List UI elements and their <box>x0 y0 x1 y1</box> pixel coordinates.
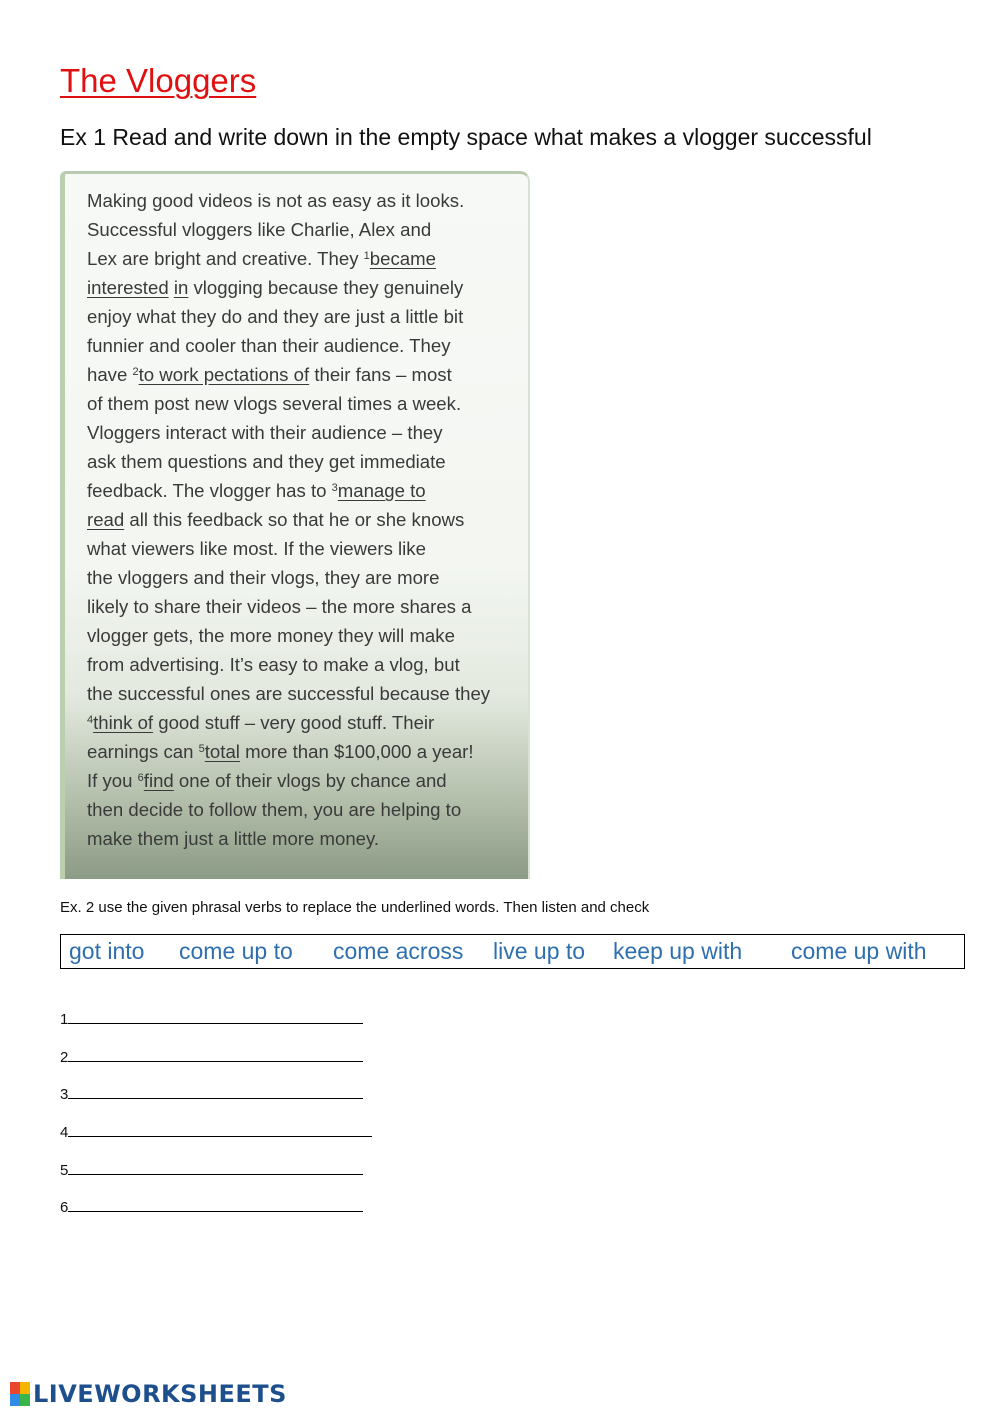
reading-line <box>87 563 527 592</box>
reading-line <box>87 244 527 273</box>
reading-text: good stuff – very good stuff. Their <box>153 712 435 733</box>
reading-text: vlogger gets, the more money they will make <box>87 625 455 646</box>
reading-text: then decide to follow them, you are helping to <box>87 799 462 820</box>
answer-blank[interactable] <box>68 1047 363 1062</box>
reading-text: ask them questions and they get immediate <box>87 451 446 472</box>
answer-number: 4 <box>60 1124 69 1141</box>
underlined-phrase: in <box>173 277 189 298</box>
item-number: 5 <box>198 743 205 755</box>
reading-line <box>87 447 527 476</box>
reading-line <box>87 534 527 563</box>
reading-text: of them post new vlogs several times a week. <box>87 393 462 414</box>
underlined-phrase: total <box>204 741 240 762</box>
answer-number: 2 <box>60 1049 69 1066</box>
reading-line <box>87 505 527 534</box>
reading-line <box>87 708 527 737</box>
answer-number: 6 <box>60 1199 69 1216</box>
reading-text: the vloggers and their vlogs, they are more <box>87 567 440 588</box>
reading-line <box>87 418 527 447</box>
liveworksheets-brand <box>10 1380 287 1408</box>
underlined-phrase: think of <box>93 712 154 733</box>
answer-line-6[interactable] <box>60 1197 363 1216</box>
item-number: 6 <box>137 772 144 784</box>
exercise-2-instruction: Ex. 2 use the given phrasal verbs to replace the underlined words. Then listen and check <box>60 899 650 916</box>
phrasal-verb-5: keep up with <box>613 938 743 964</box>
reading-text: what viewers like most. If the viewers like <box>87 538 426 559</box>
reading-text: earnings can <box>87 741 199 762</box>
reading-text: feedback. The vlogger has to <box>87 480 332 501</box>
reading-text: Vloggers interact with their audience – they <box>87 422 443 443</box>
reading-line <box>87 650 527 679</box>
underlined-phrase: interested <box>87 277 169 298</box>
reading-text: If you <box>87 770 138 791</box>
reading-line <box>87 824 527 853</box>
phrasal-verb-1: got into <box>69 938 145 964</box>
reading-text: likely to share their videos – the more shares a <box>87 596 472 617</box>
reading-text: funnier and cooler than their audience. They <box>87 335 451 356</box>
reading-line <box>87 476 527 505</box>
reading-text: Making good videos is not as easy as it looks. <box>87 190 465 211</box>
reading-text: their fans – most <box>309 364 452 385</box>
reading-text: all this feedback so that he or she knows <box>124 509 465 530</box>
answer-line-3[interactable] <box>60 1084 363 1103</box>
underlined-phrase: find <box>143 770 174 791</box>
answer-line-1[interactable] <box>60 1009 363 1028</box>
reading-paragraph <box>87 186 527 853</box>
item-number: 3 <box>331 482 338 494</box>
reading-line <box>87 302 527 331</box>
item-number: 1 <box>363 250 370 262</box>
phrasal-verb-6: come up with <box>791 938 927 964</box>
reading-line <box>87 360 527 389</box>
phrasal-verbs-box <box>60 934 965 969</box>
reading-text: make them just a little more money. <box>87 828 380 849</box>
reading-line <box>87 592 527 621</box>
answer-number: 1 <box>60 1011 69 1028</box>
answer-blank[interactable] <box>68 1197 363 1212</box>
reading-text: the successful ones are successful because they <box>87 683 491 704</box>
exercise-1-instruction: Ex 1 Read and write down in the empty space what makes a vlogger successful <box>60 124 872 150</box>
reading-line <box>87 273 527 302</box>
reading-text: vlogging because they genuinely <box>188 277 464 298</box>
reading-text: Successful vloggers like Charlie, Alex and <box>87 219 432 240</box>
reading-line <box>87 766 527 795</box>
reading-text: Lex are bright and creative. They <box>87 248 364 269</box>
brand-name: LIVEWORKSHEETS <box>33 1380 287 1408</box>
worksheet-title: The Vloggers <box>60 62 257 99</box>
answer-line-2[interactable] <box>60 1047 363 1066</box>
underlined-phrase: manage to <box>337 480 426 501</box>
phrasal-verb-2: come up to <box>179 938 293 964</box>
reading-text: from advertising. It’s easy to make a vlog, but <box>87 654 460 675</box>
reading-text: have <box>87 364 133 385</box>
answer-number: 3 <box>60 1086 69 1103</box>
answer-line-5[interactable] <box>60 1160 363 1179</box>
underlined-phrase: read <box>87 509 125 530</box>
reading-line <box>87 795 527 824</box>
reading-line <box>87 186 527 215</box>
item-number: 4 <box>87 714 94 726</box>
item-number: 2 <box>132 366 139 378</box>
underlined-phrase: became <box>369 248 436 269</box>
underlined-phrase: to work pectations of <box>138 364 310 385</box>
reading-line <box>87 621 527 650</box>
reading-text: more than $100,000 a year! <box>239 741 474 762</box>
phrasal-verb-4: live up to <box>493 938 586 964</box>
answer-blank[interactable] <box>68 1160 363 1175</box>
answer-blank[interactable] <box>68 1009 363 1024</box>
liveworksheets-logo-icon <box>10 1382 30 1406</box>
phrasal-verb-3: come across <box>333 938 464 964</box>
reading-text: enjoy what they do and they are just a little bit <box>87 306 464 327</box>
reading-line <box>87 737 527 766</box>
answer-number: 5 <box>60 1162 69 1179</box>
reading-text-box <box>60 171 530 879</box>
reading-line <box>87 679 527 708</box>
answer-blank[interactable] <box>68 1084 363 1099</box>
reading-text: one of their vlogs by chance and <box>173 770 447 791</box>
answer-blank[interactable] <box>68 1122 372 1137</box>
reading-line <box>87 331 527 360</box>
reading-line <box>87 215 527 244</box>
answer-line-4[interactable] <box>60 1122 372 1141</box>
reading-line <box>87 389 527 418</box>
